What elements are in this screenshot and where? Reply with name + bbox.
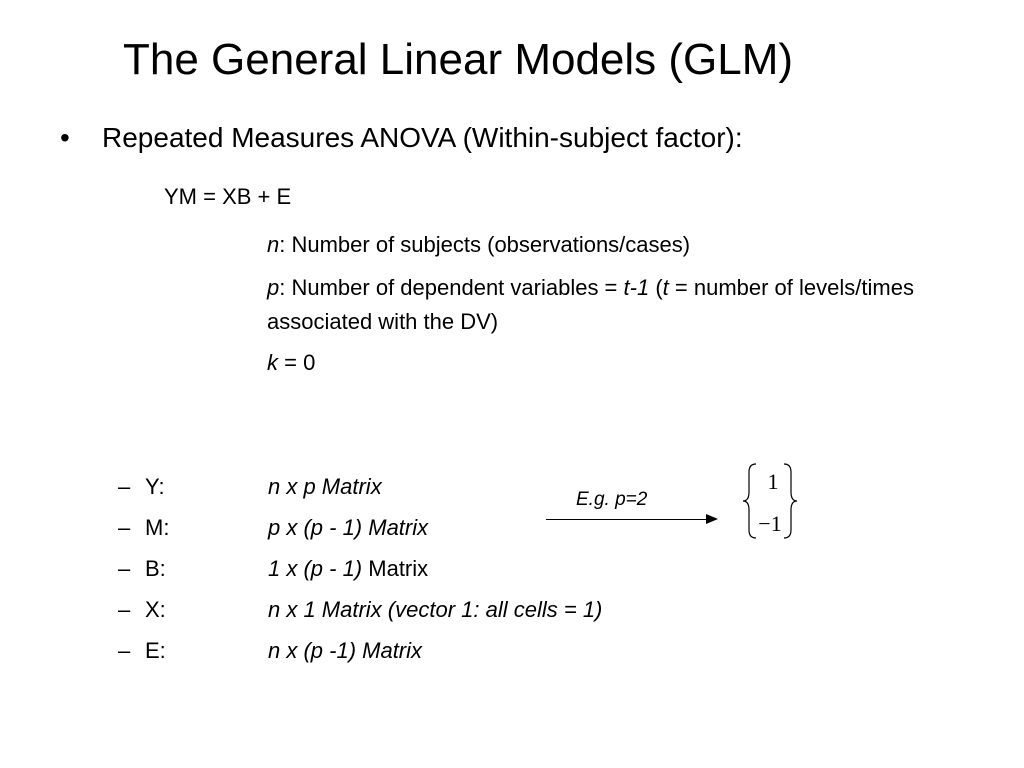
left-brace-icon xyxy=(743,464,756,538)
matrix-label: E: xyxy=(145,638,166,663)
matrix-item-y xyxy=(118,476,382,498)
vector-value-top: 1 xyxy=(767,469,779,494)
definition-k xyxy=(267,346,315,380)
example-vector xyxy=(738,458,802,544)
matrix-item-b xyxy=(118,558,428,580)
slide-title: The General Linear Models (GLM) xyxy=(123,35,794,84)
dash: – xyxy=(118,638,131,663)
definition-p-text-c: = number of levels/times associated with the DV) xyxy=(267,275,914,334)
right-brace-icon xyxy=(784,464,797,538)
definition-n-text: : Number of subjects (observations/cases) xyxy=(279,232,691,257)
definition-k-text: = 0 xyxy=(278,350,316,375)
definition-n xyxy=(267,228,690,262)
var-p: p xyxy=(267,275,280,300)
matrix-desc: n x (p -1) Matrix xyxy=(268,638,423,663)
definition-p-text-b: ( xyxy=(649,275,663,300)
matrix-item-x xyxy=(118,599,602,621)
glm-equation: YM = XB + E xyxy=(164,184,292,209)
matrix-label: B: xyxy=(145,556,166,581)
example-label: E.g. p=2 xyxy=(576,489,648,510)
vector-value-bottom: −1 xyxy=(758,511,782,536)
dash: – xyxy=(118,556,131,581)
bullet-text: Repeated Measures ANOVA (Within-subject factor): xyxy=(102,122,743,153)
definition-p xyxy=(267,271,967,339)
arrow-right-icon xyxy=(706,514,718,524)
matrix-desc: n x p Matrix xyxy=(268,474,382,499)
var-n: n xyxy=(267,232,280,257)
matrix-label: Y: xyxy=(145,474,165,499)
matrix-desc-plain: Matrix xyxy=(362,556,429,581)
matrix-item-e xyxy=(118,640,422,662)
matrix-desc: n x 1 Matrix (vector 1: all cells = 1) xyxy=(268,597,603,622)
dash: – xyxy=(118,515,131,540)
matrix-label: M: xyxy=(145,515,170,540)
bullet-marker: • xyxy=(60,122,70,153)
var-t-minus-1: t-1 xyxy=(623,275,650,300)
definition-p-text-a: : Number of dependent variables = xyxy=(279,275,624,300)
matrix-desc: p x (p - 1) Matrix xyxy=(268,515,429,540)
matrix-item-m xyxy=(118,517,428,539)
var-k: k xyxy=(267,350,278,375)
var-t: t xyxy=(662,275,669,300)
arrow-line xyxy=(546,519,708,520)
dash: – xyxy=(118,474,131,499)
matrix-label: X: xyxy=(145,597,166,622)
dash: – xyxy=(118,597,131,622)
matrix-desc: 1 x (p - 1) xyxy=(268,556,363,581)
